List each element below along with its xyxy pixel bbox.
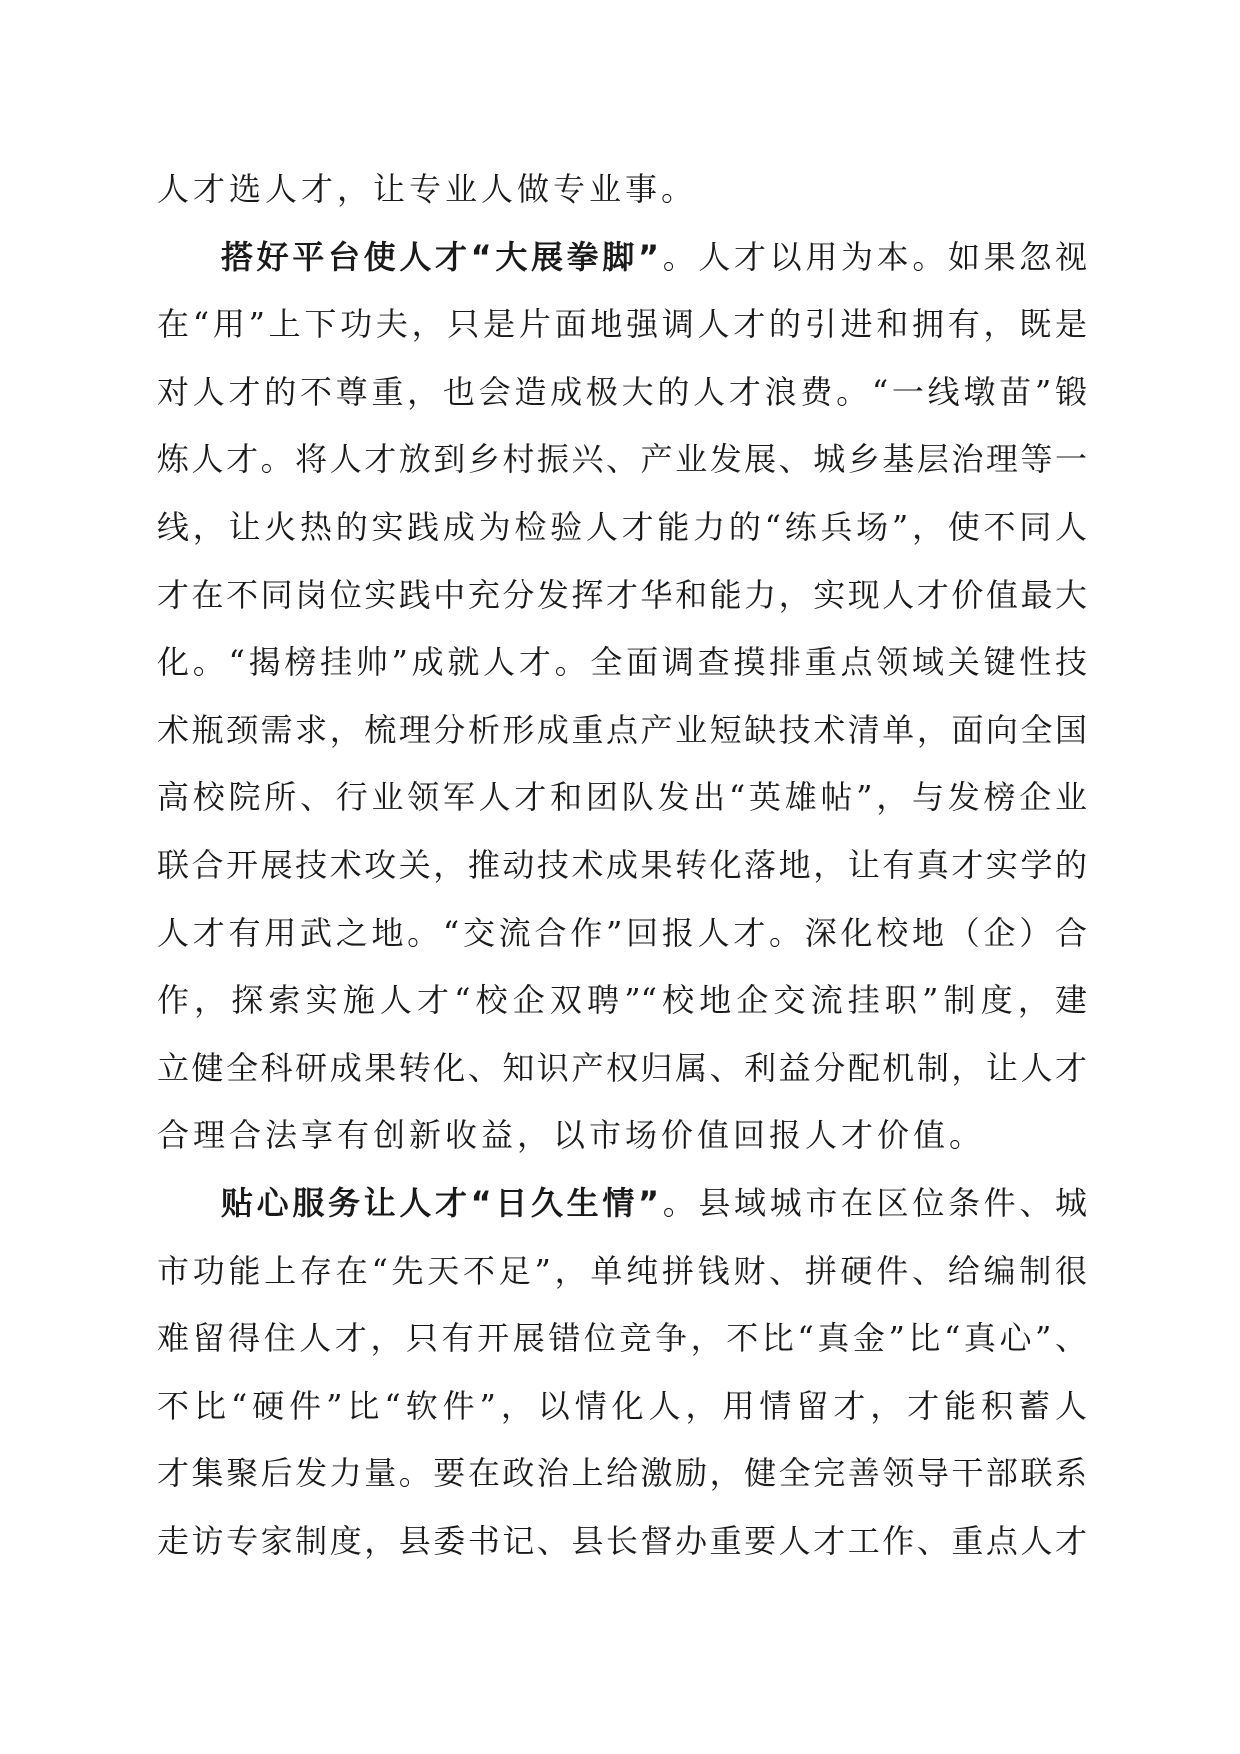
text-line: 术瓶颈需求，梳理分析形成重点产业短缺技术清单，面向全国 (157, 710, 1087, 749)
text-line: 高校院所、行业领军人才和团队发出“英雄帖”，与发榜企业 (157, 778, 1087, 817)
text-line: 走访专家制度，县委书记、县长督办重要人才工作、重点人才 (157, 1521, 1087, 1560)
text-line: 才集聚后发力量。要在政治上给激励，健全完善领导干部联系 (157, 1454, 1087, 1493)
paragraph-first-line (157, 1170, 1087, 1238)
text-line: 难留得住人才，只有开展错位竞争，不比“真金”比“真心”、 (157, 1319, 1087, 1358)
text-line: 才在不同岗位实践中充分发挥才华和能力，实现人才价值最大 (157, 575, 1087, 614)
paragraph-heading: 搭好平台使人才“大展拳脚” (221, 237, 660, 276)
text-line: 人才有用武之地。“交流合作”回报人才。深化校地（企）合 (157, 913, 1087, 952)
paragraph-text: 。县域城市在区位条件、城 (659, 1183, 1087, 1222)
text-line: 作，探索实施人才“校企双聘”“校地企交流挂职”制度，建 (157, 981, 1087, 1020)
paragraph-text: 。人才以用为本。如果忽视 (659, 237, 1087, 276)
text-line: 炼人才。将人才放到乡村振兴、产业发展、城乡基层治理等一 (157, 440, 1087, 479)
text-line: 联合开展技术攻关，推动技术成果转化落地，让有真才实学的 (157, 845, 1087, 884)
text-line: 市功能上存在“先天不足”，单纯拼钱财、拼硬件、给编制很 (157, 1251, 1087, 1290)
text-line: 在“用”上下功夫，只是片面地强调人才的引进和拥有，既是 (157, 305, 1087, 344)
text-line: 合理合法享有创新收益，以市场价值回报人才价值。 (157, 1116, 986, 1155)
text-line: 立健全科研成果转化、知识产权归属、利益分配机制，让人才 (157, 1048, 1087, 1087)
body-text (157, 156, 1087, 1575)
text-line: 对人才的不尊重，也会造成极大的人才浪费。“一线墩苗”锻 (157, 372, 1087, 411)
text-line: 线，让火热的实践成为检验人才能力的“练兵场”，使不同人 (157, 507, 1087, 546)
text-line: 化。“揭榜挂帅”成就人才。全面调查摸排重点领域关键性技 (157, 643, 1087, 682)
text-line: 人才选人才，让专业人做专业事。 (157, 170, 698, 208)
paragraph-first-line (157, 224, 1087, 292)
text-line: 不比“硬件”比“软件”，以情化人，用情留才，才能积蓄人 (157, 1386, 1087, 1425)
paragraph-heading: 贴心服务让人才“日久生情” (221, 1183, 660, 1222)
